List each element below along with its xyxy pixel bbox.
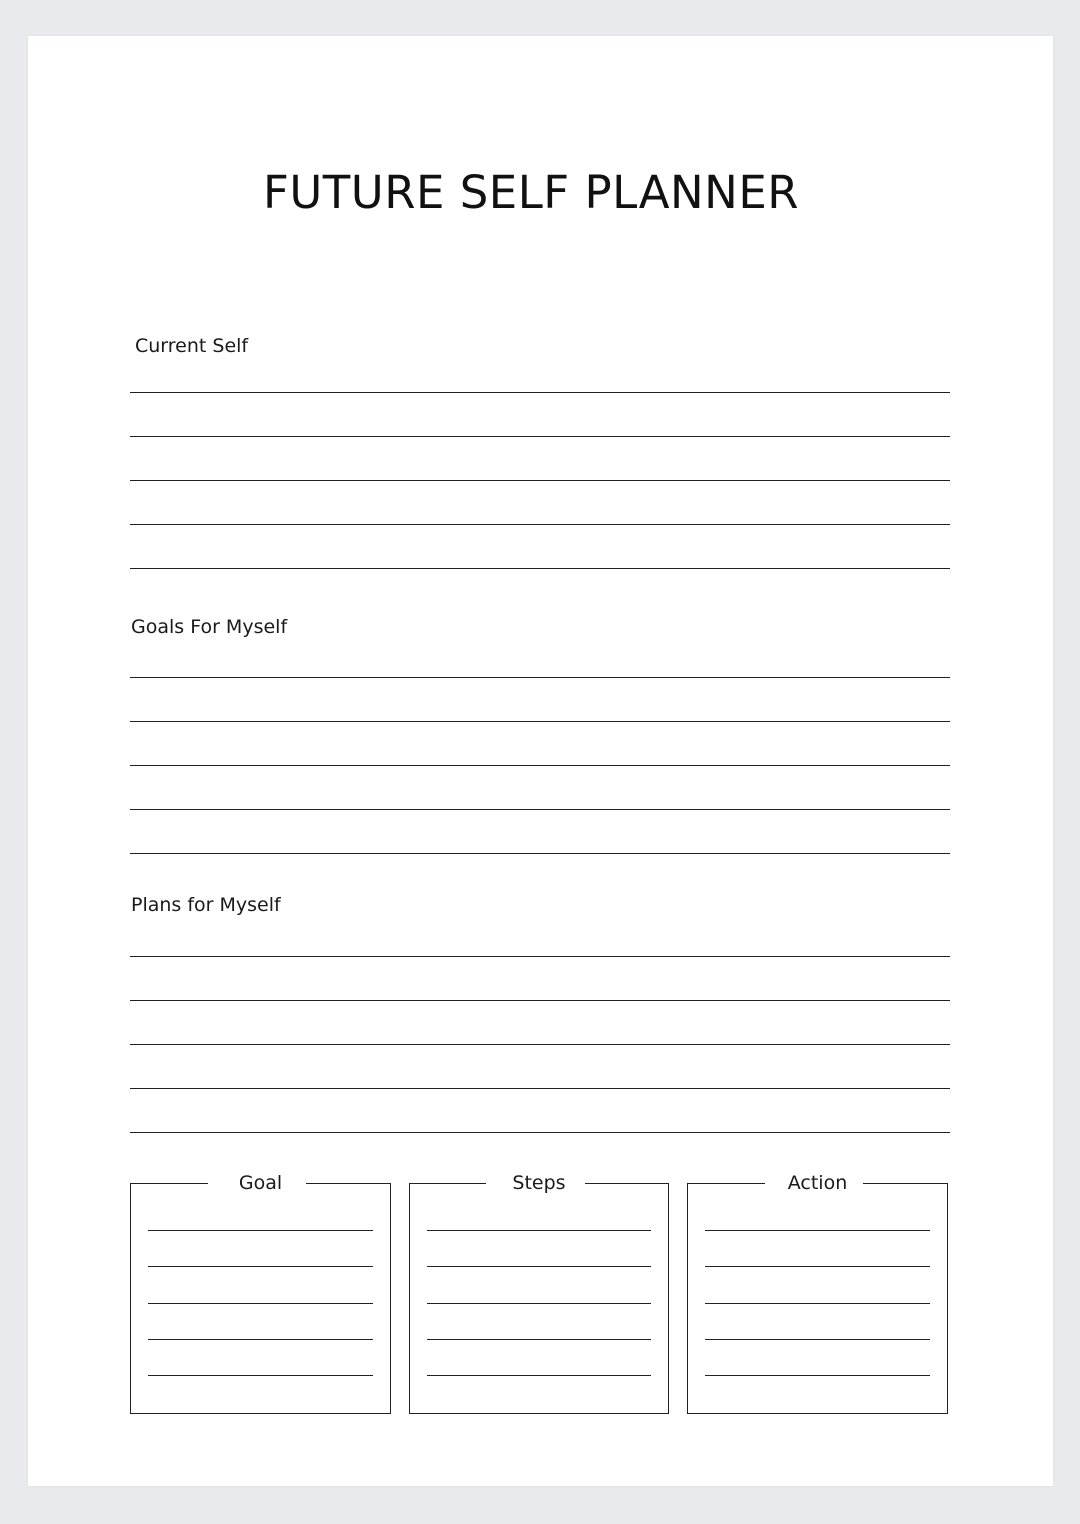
writing-line[interactable] <box>130 568 950 569</box>
writing-line[interactable] <box>130 480 950 481</box>
section-label-goals-for-myself: Goals For Myself <box>131 616 288 638</box>
writing-line[interactable] <box>130 524 950 525</box>
box-writing-line[interactable] <box>427 1375 651 1376</box>
section-label-plans-for-myself: Plans for Myself <box>131 894 281 916</box>
box-writing-line[interactable] <box>148 1375 373 1376</box>
writing-line[interactable] <box>130 853 950 854</box>
writing-line[interactable] <box>130 956 950 957</box>
page-title: FUTURE SELF PLANNER <box>262 166 800 219</box>
section-label-current-self: Current Self <box>135 335 249 357</box>
box-writing-line[interactable] <box>705 1230 930 1231</box>
writing-line[interactable] <box>130 1044 950 1045</box>
action-box-label: Action <box>787 1172 848 1194</box>
writing-line[interactable] <box>130 809 950 810</box>
writing-line[interactable] <box>130 1088 950 1089</box>
box-writing-line[interactable] <box>705 1303 930 1304</box>
box-writing-line[interactable] <box>427 1339 651 1340</box>
goal-box-label: Goal <box>238 1172 283 1194</box>
writing-line[interactable] <box>130 765 950 766</box>
writing-line[interactable] <box>130 1000 950 1001</box>
writing-line[interactable] <box>130 392 950 393</box>
writing-line[interactable] <box>130 1132 950 1133</box>
box-writing-line[interactable] <box>427 1266 651 1267</box>
box-writing-line[interactable] <box>705 1266 930 1267</box>
box-writing-line[interactable] <box>148 1339 373 1340</box>
writing-line[interactable] <box>130 721 950 722</box>
box-writing-line[interactable] <box>148 1266 373 1267</box>
action-box <box>687 1172 948 1414</box>
box-writing-line[interactable] <box>148 1303 373 1304</box>
writing-line[interactable] <box>130 677 950 678</box>
box-writing-line[interactable] <box>427 1230 651 1231</box>
goal-box <box>130 1172 391 1414</box>
steps-box-label: Steps <box>512 1172 566 1194</box>
box-writing-line[interactable] <box>705 1339 930 1340</box>
writing-line[interactable] <box>130 436 950 437</box>
box-writing-line[interactable] <box>148 1230 373 1231</box>
steps-box <box>409 1172 669 1414</box>
box-writing-line[interactable] <box>705 1375 930 1376</box>
box-writing-line[interactable] <box>427 1303 651 1304</box>
